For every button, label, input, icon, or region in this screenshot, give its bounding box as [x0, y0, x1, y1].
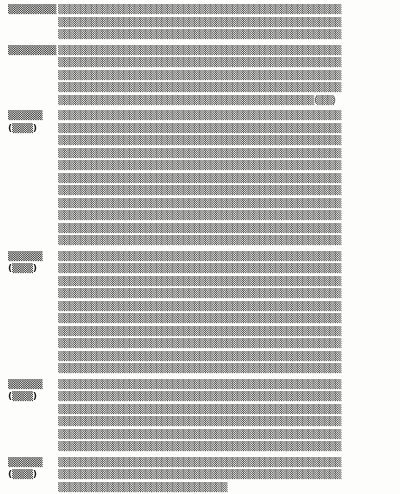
dictionary-entry: [8, 457, 392, 494]
entry-text-line: ▒▒▒▒▒▒▒▒▒▒▒▒▒▒▒▒▒▒▒▒▒▒▒▒▒▒▒▒▒▒▒: [58, 482, 392, 494]
entry-text-line: ▒▒▒▒▒▒▒▒▒▒▒▒▒▒▒▒▒▒▒▒▒▒▒▒▒▒▒▒▒▒▒▒▒▒▒▒▒▒▒▒▒▒▒▒▒▒▒▒▒▒▒▒: [58, 391, 392, 404]
entry-text-line: ▒▒▒▒▒▒▒▒▒▒▒▒▒▒▒▒▒▒▒▒▒▒▒▒▒▒▒▒▒▒▒▒▒▒▒▒▒▒▒▒▒▒▒▒▒▒▒▒▒▒▒▒: [58, 29, 392, 42]
entry-text-line: ▒▒▒▒▒▒▒▒▒▒▒▒▒▒▒▒▒▒▒▒▒▒▒▒▒▒▒▒▒▒▒▒▒▒▒▒▒▒▒▒▒▒▒▒▒▒▒▒▒▒▒▒: [58, 469, 392, 482]
entry-text-line: ▒▒▒▒▒▒▒▒▒▒▒▒▒▒▒▒▒▒▒▒▒▒▒▒▒▒▒▒▒▒▒▒▒▒▒▒▒▒▒▒▒▒▒▒▒▒▒▒▒▒▒▒: [58, 379, 392, 392]
entry-text-line: ▒▒▒▒▒▒▒▒▒▒▒▒▒▒▒▒▒▒▒▒▒▒▒▒▒▒▒▒▒▒▒▒▒▒▒▒▒▒▒▒▒▒▒▒▒▒▒▒▒▒▒▒: [58, 173, 392, 186]
entry-text-line: ▒▒▒▒▒▒▒▒▒▒▒▒▒▒▒▒▒▒▒▒▒▒▒▒▒▒▒▒▒▒▒▒▒▒▒▒▒▒▒▒▒▒▒▒▒▒▒▒▒▒▒▒: [58, 210, 392, 223]
entry-label: ▒▒▒▒▒: [8, 379, 58, 392]
entry-text-line: ▒▒▒▒▒▒▒▒▒▒▒▒▒▒▒▒▒▒▒▒▒▒▒▒▒▒▒▒▒▒▒▒▒▒▒▒▒▒▒▒▒▒▒▒▒▒▒▒▒▒▒▒: [58, 223, 392, 236]
entry-body: [58, 251, 392, 376]
entry-text-line: ▒▒▒▒▒▒▒▒▒▒▒▒▒▒▒▒▒▒▒▒▒▒▒▒▒▒▒▒▒▒▒▒▒▒▒▒▒▒▒▒▒▒▒▒▒▒▒▒▒▒▒▒: [58, 45, 392, 58]
entry-text-line: ▒▒▒▒▒▒▒▒▒▒▒▒▒▒▒▒▒▒▒▒▒▒▒▒▒▒▒▒▒▒▒▒▒▒▒▒▒▒▒▒▒▒▒▒▒▒▒▒▒▒▒▒: [58, 363, 392, 376]
entry-sublabel: (▒▒▒): [8, 263, 58, 276]
entry-body: [58, 110, 392, 248]
dictionary-entry: [8, 45, 392, 108]
entry-text-line: ▒▒▒▒▒▒▒▒▒▒▒▒▒▒▒▒▒▒▒▒▒▒▒▒▒▒▒▒▒▒▒▒▒▒▒▒▒▒▒▒▒▒▒▒▒▒▒ (▒▒▒): [58, 95, 392, 108]
dictionary-entry: [8, 379, 392, 454]
entry-text-line: ▒▒▒▒▒▒▒▒▒▒▒▒▒▒▒▒▒▒▒▒▒▒▒▒▒▒▒▒▒▒▒▒▒▒▒▒▒▒▒▒▒▒▒▒▒▒▒▒▒▒▒▒: [58, 326, 392, 339]
entry-text-line: ▒▒▒▒▒▒▒▒▒▒▒▒▒▒▒▒▒▒▒▒▒▒▒▒▒▒▒▒▒▒▒▒▒▒▒▒▒▒▒▒▒▒▒▒▒▒▒▒▒▒▒▒: [58, 416, 392, 429]
dictionary-entry: [8, 4, 392, 42]
entry-body: [58, 45, 392, 108]
entry-text-line: ▒▒▒▒▒▒▒▒▒▒▒▒▒▒▒▒▒▒▒▒▒▒▒▒▒▒▒▒▒▒▒▒▒▒▒▒▒▒▒▒▒▒▒▒▒▒▒▒▒▒▒▒: [58, 288, 392, 301]
entry-text-line: ▒▒▒▒▒▒▒▒▒▒▒▒▒▒▒▒▒▒▒▒▒▒▒▒▒▒▒▒▒▒▒▒▒▒▒▒▒▒▒▒▒▒▒▒▒▒▒▒▒▒▒▒: [58, 441, 392, 454]
entry-label-column: [8, 110, 58, 135]
entry-label-column: [8, 4, 58, 17]
entry-text-line: ▒▒▒▒▒▒▒▒▒▒▒▒▒▒▒▒▒▒▒▒▒▒▒▒▒▒▒▒▒▒▒▒▒▒▒▒▒▒▒▒▒▒▒▒▒▒▒▒▒▒▒▒: [58, 301, 392, 314]
entry-body: [58, 457, 392, 494]
entry-text-line: ▒▒▒▒▒▒▒▒▒▒▒▒▒▒▒▒▒▒▒▒▒▒▒▒▒▒▒▒▒▒▒▒▒▒▒▒▒▒▒▒▒▒▒▒▒▒▒▒▒▒▒▒: [58, 404, 392, 417]
entry-text-line: ▒▒▒▒▒▒▒▒▒▒▒▒▒▒▒▒▒▒▒▒▒▒▒▒▒▒▒▒▒▒▒▒▒▒▒▒▒▒▒▒▒▒▒▒▒▒▒▒▒▒▒▒: [58, 4, 392, 17]
entry-sublabel: (▒▒▒): [8, 469, 58, 482]
entry-text-line: ▒▒▒▒▒▒▒▒▒▒▒▒▒▒▒▒▒▒▒▒▒▒▒▒▒▒▒▒▒▒▒▒▒▒▒▒▒▒▒▒▒▒▒▒▒▒▒▒▒▒▒▒: [58, 110, 392, 123]
entry-label: ▒▒▒▒▒: [8, 251, 58, 264]
entry-text-line: ▒▒▒▒▒▒▒▒▒▒▒▒▒▒▒▒▒▒▒▒▒▒▒▒▒▒▒▒▒▒▒▒▒▒▒▒▒▒▒▒▒▒▒▒▒▒▒▒▒▒▒▒: [58, 185, 392, 198]
dictionary-entry: [8, 110, 392, 248]
entry-text-line: ▒▒▒▒▒▒▒▒▒▒▒▒▒▒▒▒▒▒▒▒▒▒▒▒▒▒▒▒▒▒▒▒▒▒▒▒▒▒▒▒▒▒▒▒▒▒▒▒▒▒▒▒: [58, 135, 392, 148]
entry-label: ▒▒▒▒▒▒▒: [8, 4, 58, 17]
entry-text-line: ▒▒▒▒▒▒▒▒▒▒▒▒▒▒▒▒▒▒▒▒▒▒▒▒▒▒▒▒▒▒▒▒▒▒▒▒▒▒▒▒▒▒▒▒▒▒▒▒▒▒▒▒: [58, 263, 392, 276]
dictionary-entry: [8, 251, 392, 376]
entry-label: ▒▒▒▒▒▒▒: [8, 45, 58, 58]
entry-sublabel: (▒▒▒): [8, 123, 58, 136]
entry-text-line: ▒▒▒▒▒▒▒▒▒▒▒▒▒▒▒▒▒▒▒▒▒▒▒▒▒▒▒▒▒▒▒▒▒▒▒▒▒▒▒▒▒▒▒▒▒▒▒▒▒▒▒▒: [58, 148, 392, 161]
entry-text-line: ▒▒▒▒▒▒▒▒▒▒▒▒▒▒▒▒▒▒▒▒▒▒▒▒▒▒▒▒▒▒▒▒▒▒▒▒▒▒▒▒▒▒▒▒▒▒▒▒▒▒▒▒: [58, 198, 392, 211]
entry-label-column: [8, 457, 58, 482]
entry-text-line: ▒▒▒▒▒▒▒▒▒▒▒▒▒▒▒▒▒▒▒▒▒▒▒▒▒▒▒▒▒▒▒▒▒▒▒▒▒▒▒▒▒▒▒▒▒▒▒▒▒▒▒▒: [58, 57, 392, 70]
entry-text-line: ▒▒▒▒▒▒▒▒▒▒▒▒▒▒▒▒▒▒▒▒▒▒▒▒▒▒▒▒▒▒▒▒▒▒▒▒▒▒▒▒▒▒▒▒▒▒▒▒▒▒▒▒: [58, 313, 392, 326]
entry-text-line: ▒▒▒▒▒▒▒▒▒▒▒▒▒▒▒▒▒▒▒▒▒▒▒▒▒▒▒▒▒▒▒▒▒▒▒▒▒▒▒▒▒▒▒▒▒▒▒▒▒▒▒▒: [58, 276, 392, 289]
entry-label: ▒▒▒▒▒: [8, 110, 58, 123]
entry-label-column: [8, 251, 58, 276]
entry-text-line: ▒▒▒▒▒▒▒▒▒▒▒▒▒▒▒▒▒▒▒▒▒▒▒▒▒▒▒▒▒▒▒▒▒▒▒▒▒▒▒▒▒▒▒▒▒▒▒▒▒▒▒▒: [58, 160, 392, 173]
entry-text-line: ▒▒▒▒▒▒▒▒▒▒▒▒▒▒▒▒▒▒▒▒▒▒▒▒▒▒▒▒▒▒▒▒▒▒▒▒▒▒▒▒▒▒▒▒▒▒▒▒▒▒▒▒: [58, 123, 392, 136]
entry-text-line: ▒▒▒▒▒▒▒▒▒▒▒▒▒▒▒▒▒▒▒▒▒▒▒▒▒▒▒▒▒▒▒▒▒▒▒▒▒▒▒▒▒▒▒▒▒▒▒▒▒▒▒▒: [58, 429, 392, 442]
entry-text-line: ▒▒▒▒▒▒▒▒▒▒▒▒▒▒▒▒▒▒▒▒▒▒▒▒▒▒▒▒▒▒▒▒▒▒▒▒▒▒▒▒▒▒▒▒▒▒▒▒▒▒▒▒: [58, 235, 392, 248]
entry-text-line: ▒▒▒▒▒▒▒▒▒▒▒▒▒▒▒▒▒▒▒▒▒▒▒▒▒▒▒▒▒▒▒▒▒▒▒▒▒▒▒▒▒▒▒▒▒▒▒▒▒▒▒▒: [58, 338, 392, 351]
entry-text-line: ▒▒▒▒▒▒▒▒▒▒▒▒▒▒▒▒▒▒▒▒▒▒▒▒▒▒▒▒▒▒▒▒▒▒▒▒▒▒▒▒▒▒▒▒▒▒▒▒▒▒▒▒: [58, 82, 392, 95]
entry-sublabel: (▒▒▒): [8, 391, 58, 404]
entry-body: [58, 4, 392, 42]
entry-text-line: ▒▒▒▒▒▒▒▒▒▒▒▒▒▒▒▒▒▒▒▒▒▒▒▒▒▒▒▒▒▒▒▒▒▒▒▒▒▒▒▒▒▒▒▒▒▒▒▒▒▒▒▒: [58, 457, 392, 470]
entry-label: ▒▒▒▒▒: [8, 457, 58, 470]
entry-text-line: ▒▒▒▒▒▒▒▒▒▒▒▒▒▒▒▒▒▒▒▒▒▒▒▒▒▒▒▒▒▒▒▒▒▒▒▒▒▒▒▒▒▒▒▒▒▒▒▒▒▒▒▒: [58, 251, 392, 264]
entry-text-line: ▒▒▒▒▒▒▒▒▒▒▒▒▒▒▒▒▒▒▒▒▒▒▒▒▒▒▒▒▒▒▒▒▒▒▒▒▒▒▒▒▒▒▒▒▒▒▒▒▒▒▒▒: [58, 70, 392, 83]
entry-text-line: ▒▒▒▒▒▒▒▒▒▒▒▒▒▒▒▒▒▒▒▒▒▒▒▒▒▒▒▒▒▒▒▒▒▒▒▒▒▒▒▒▒▒▒▒▒▒▒▒▒▒▒▒: [58, 17, 392, 30]
entry-body: [58, 379, 392, 454]
entry-text-line: ▒▒▒▒▒▒▒▒▒▒▒▒▒▒▒▒▒▒▒▒▒▒▒▒▒▒▒▒▒▒▒▒▒▒▒▒▒▒▒▒▒▒▒▒▒▒▒▒▒▒▒▒: [58, 351, 392, 364]
entry-label-column: [8, 45, 58, 58]
